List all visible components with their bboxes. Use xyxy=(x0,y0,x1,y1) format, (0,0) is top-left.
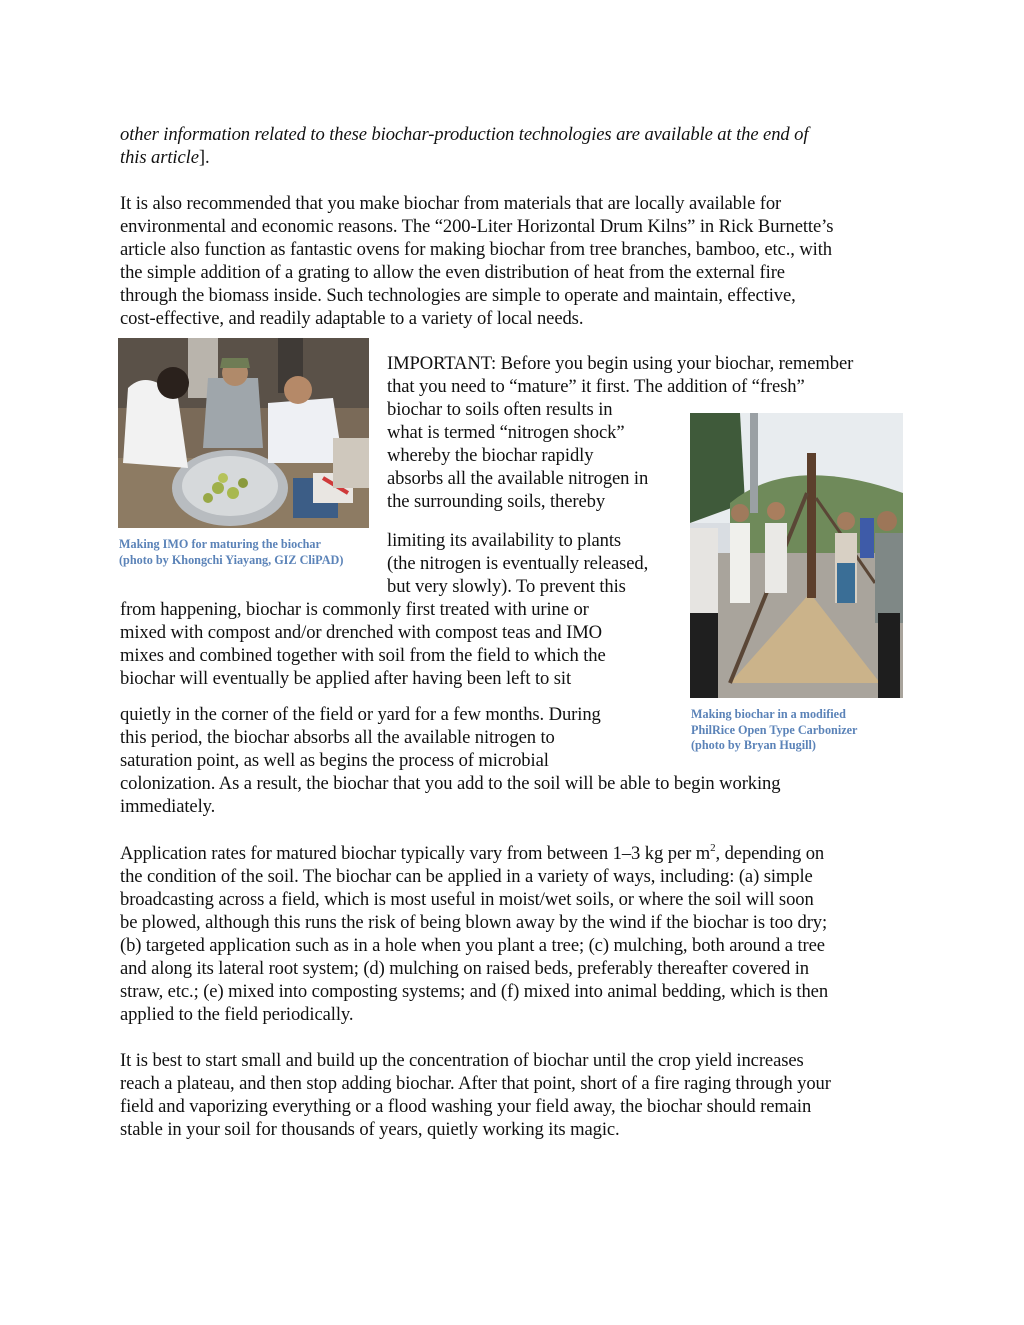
text-fragment: , depending on xyxy=(715,843,825,864)
text-line: mixes and combined together with soil from the field to which the xyxy=(120,645,606,666)
text-line: (the nitrogen is eventually released, xyxy=(387,553,649,574)
text-line: broadcasting across a field, which is most useful in moist/wet soils, or where the soil will soon xyxy=(120,889,814,910)
text-line: limiting its availability to plants xyxy=(387,530,622,551)
figure-caption-imo xyxy=(119,537,343,568)
text-line: absorbs all the available nitrogen in xyxy=(387,468,649,489)
text-line: but very slowly). To prevent this xyxy=(387,576,626,597)
intro-italic-text: this article xyxy=(120,147,199,168)
text-line: and along its lateral root system; (d) mulching on raised beds, preferably thereafter covered in xyxy=(120,958,809,979)
intro-line: other information related to these biochar-production technologies are available at the end of xyxy=(120,124,809,145)
text-line: field and vaporizing everything or a flood washing your field away, the biochar should remain xyxy=(120,1096,812,1117)
caption-line: (photo by Bryan Hugill) xyxy=(691,738,816,752)
photo-making-imo xyxy=(118,338,369,528)
intro-tail: ]. xyxy=(198,147,210,168)
caption-line: Making biochar in a modified xyxy=(691,707,846,721)
text-line: IMPORTANT: Before you begin using your biochar, remember xyxy=(387,353,854,374)
caption-line: PhilRice Open Type Carbonizer xyxy=(691,722,858,737)
text-line: (b) targeted application such as in a hole when you plant a tree; (c) mulching, both around a tree xyxy=(120,935,825,956)
text-line: immediately. xyxy=(120,796,216,817)
text-line: saturation point, as well as begins the process of microbial xyxy=(120,750,549,771)
text-line: be plowed, although this runs the risk of being blown away by the wind if the biochar is too dry; xyxy=(120,912,828,933)
text-line: this period, the biochar absorbs all the available nitrogen to xyxy=(120,727,555,748)
text-line: biochar to soils often results in xyxy=(387,399,613,420)
photo-imo-illustration xyxy=(118,338,369,528)
intro-line xyxy=(120,146,210,169)
text-line: the simple addition of a grating to allow the even distribution of heat from the external fire xyxy=(120,262,785,283)
text-line: applied to the field periodically. xyxy=(120,1004,354,1025)
text-line: reach a plateau, and then stop adding biochar. After that point, short of a fire raging through your xyxy=(120,1073,831,1094)
superscript: 2 xyxy=(710,841,716,854)
text-line: through the biomass inside. Such technologies are simple to operate and maintain, effective, xyxy=(120,285,796,306)
text-line: mixed with compost and/or drenched with compost teas and IMO xyxy=(120,622,602,643)
figure-caption-carbonizer xyxy=(691,707,857,754)
text-line: colonization. As a result, the biochar that you add to the soil will be able to begin working xyxy=(120,773,781,794)
text-line: It is best to start small and build up the concentration of biochar until the crop yield increases xyxy=(120,1050,804,1071)
photo-carbonizer xyxy=(690,413,903,698)
text-line: cost-effective, and readily adaptable to a variety of local needs. xyxy=(120,308,584,329)
text-line: the condition of the soil. The biochar can be applied in a variety of ways, including: (a) simple xyxy=(120,866,813,887)
caption-line: Making IMO for maturing the biochar xyxy=(119,537,321,551)
text-fragment: Application rates for matured biochar typically vary from between 1–3 kg per m xyxy=(120,843,711,864)
text-line: whereby the biochar rapidly xyxy=(387,445,594,466)
text-line: the surrounding soils, thereby xyxy=(387,491,606,512)
caption-line: (photo by Khongchi Yiayang, GIZ CliPAD) xyxy=(119,552,344,567)
text-line: that you need to “mature” it first. The addition of “fresh” xyxy=(387,376,805,397)
text-line: from happening, biochar is commonly first treated with urine or xyxy=(120,599,589,620)
text-line: environmental and economic reasons. The “200-Liter Horizontal Drum Kilns” in Rick Burnette’s xyxy=(120,216,834,237)
photo-carbonizer-illustration xyxy=(690,413,903,698)
text-line: It is also recommended that you make biochar from materials that are locally available for xyxy=(120,193,782,214)
text-line: quietly in the corner of the field or yard for a few months. During xyxy=(120,704,601,725)
text-line: what is termed “nitrogen shock” xyxy=(387,422,625,443)
text-line: article also function as fantastic ovens for making biochar from tree branches, bamboo, etc., with xyxy=(120,239,833,260)
text-line: straw, etc.; (e) mixed into composting systems; and (f) mixed into animal bedding, which is then xyxy=(120,981,829,1002)
text-line: stable in your soil for thousands of years, quietly working its magic. xyxy=(120,1119,620,1140)
text-line: biochar will eventually be applied after having been left to sit xyxy=(120,668,572,689)
text-line xyxy=(120,842,824,865)
